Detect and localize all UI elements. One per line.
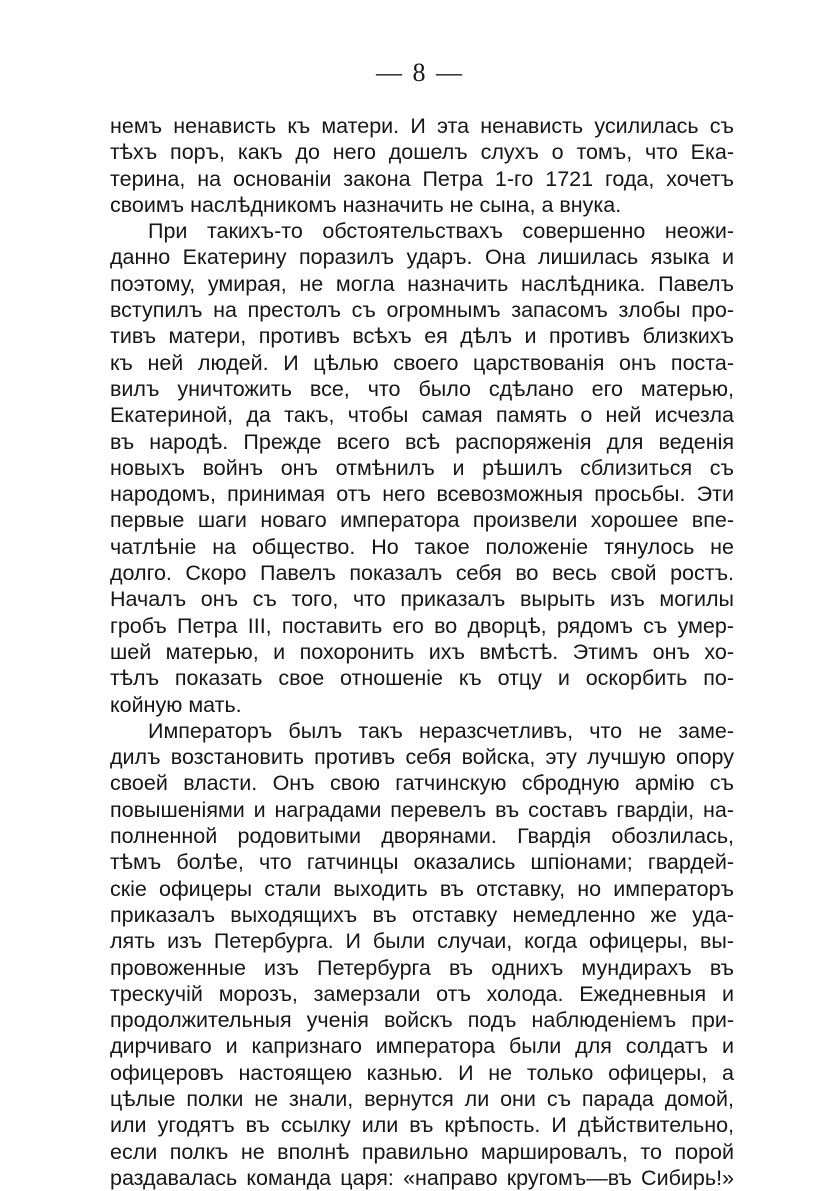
text-line: тѣхъ поръ, какъ до него дошелъ слухъ о томъ, что Ека- [110, 140, 734, 165]
text-line: Екатериной, да такъ, чтобы самая память о ней исчезла [110, 403, 734, 428]
text-line: поэтому, умирая, не могла назначить наслѣдника. Павелъ [110, 271, 734, 296]
text-line: тѣмъ болѣе, что гатчинцы оказались шпіонами; гвардей- [110, 850, 734, 875]
text-line: лять изъ Петербурга. И были случаи, когда офицеры, вы- [110, 929, 734, 954]
text-line: При такихъ-то обстоятельствахъ совершенно неожи- [148, 219, 734, 244]
text-line: дирчиваго и капризнаго императора были для солдатъ и [110, 1034, 734, 1059]
text-line: провоженные изъ Петербурга въ однихъ мундирахъ въ [110, 955, 734, 980]
text-line: трескучій морозъ, замерзали отъ холода. Ежедневныя и [110, 981, 734, 1006]
text-line: терина, на основаніи закона Петра 1-го 1721 года, хочетъ [110, 166, 734, 191]
text-line: цѣлые полки не знали, вернутся ли они съ парада домой, [110, 1086, 734, 1111]
text-line: гробъ Петра III, поставить его во дворцѣ, рядомъ съ умер- [110, 613, 734, 638]
text-line: своимъ наслѣдникомъ назначить не сына, а внука. [110, 192, 622, 217]
text-line: Началъ онъ съ того, что приказалъ вырыть изъ могилы [110, 587, 734, 612]
text-line: раздавалась команда царя: «направо кругомъ—въ Сибирь!» [110, 1165, 734, 1190]
text-line: полненной родовитыми дворянами. Гвардія обозлилась, [110, 824, 734, 849]
text-line: данно Екатерину поразилъ ударъ. Она лишилась языка и [110, 245, 734, 270]
text-line: дилъ возстановить противъ себя войска, эту лучшую опору [110, 745, 734, 770]
page-number: — 8 — [376, 58, 464, 87]
paragraph-1 [110, 113, 734, 218]
text-line: къ ней людей. И цѣлью своего царствованія онъ поста- [110, 350, 734, 375]
text-line: вилъ уничтожить все, что было сдѣлано его матерью, [110, 376, 734, 401]
text-line: долго. Скоро Павелъ показалъ себя во весь свой ростъ. [110, 561, 734, 586]
text-line: вступилъ на престолъ съ огромнымъ запасомъ злобы про- [110, 298, 734, 323]
text-line: шей матерью, и похоронить ихъ вмѣстѣ. Этимъ онъ хо- [110, 639, 734, 664]
text-line: своей власти. Онъ свою гатчинскую сбродную армію съ [110, 771, 734, 796]
body-text [110, 113, 734, 1191]
text-line: скіе офицеры стали выходить въ отставку, но императоръ [110, 876, 734, 901]
text-line: чатлѣніе на общество. Но такое положеніе тянулось не [110, 534, 734, 559]
text-line: или угодятъ въ ссылку или въ крѣпость. И дѣйствительно, [110, 1113, 734, 1138]
text-line: Императоръ былъ такъ неразсчетливъ, что не заме- [148, 718, 734, 743]
text-line: немъ ненависть къ матери. И эта ненависть усилилась съ [110, 114, 734, 138]
text-line: офицеровъ настоящею казнью. И не только офицеры, а [110, 1060, 734, 1085]
paragraph-3 [110, 718, 734, 1191]
text-line: новыхъ войнъ онъ отмѣнилъ и рѣшилъ сблизиться съ [110, 455, 734, 480]
text-line: приказалъ выходящихъ въ отставку немедленно же уда- [110, 902, 734, 927]
text-line: тивъ матери, противъ всѣхъ ея дѣлъ и противъ близкихъ [110, 324, 734, 349]
text-line: первые шаги новаго императора произвели хорошее впе- [110, 508, 734, 533]
text-line: народомъ, принимая отъ него всевозможныя просьбы. Эти [110, 482, 734, 507]
text-line: продолжительныя ученія войскъ подъ наблюденіемъ при- [110, 1008, 734, 1033]
paragraph-2 [110, 218, 734, 718]
text-line: койную мать. [110, 692, 242, 717]
text-line: повышеніями и наградами перевелъ въ составъ гвардіи, на- [110, 797, 734, 822]
text-line: тѣлъ показать свое отношеніе къ отцу и оскорбить по- [110, 666, 734, 691]
text-line: если полкъ не вполнѣ правильно маршировалъ, то порой [110, 1139, 734, 1164]
text-line: въ народѣ. Прежде всего всѣ распоряженія для веденія [110, 429, 734, 454]
